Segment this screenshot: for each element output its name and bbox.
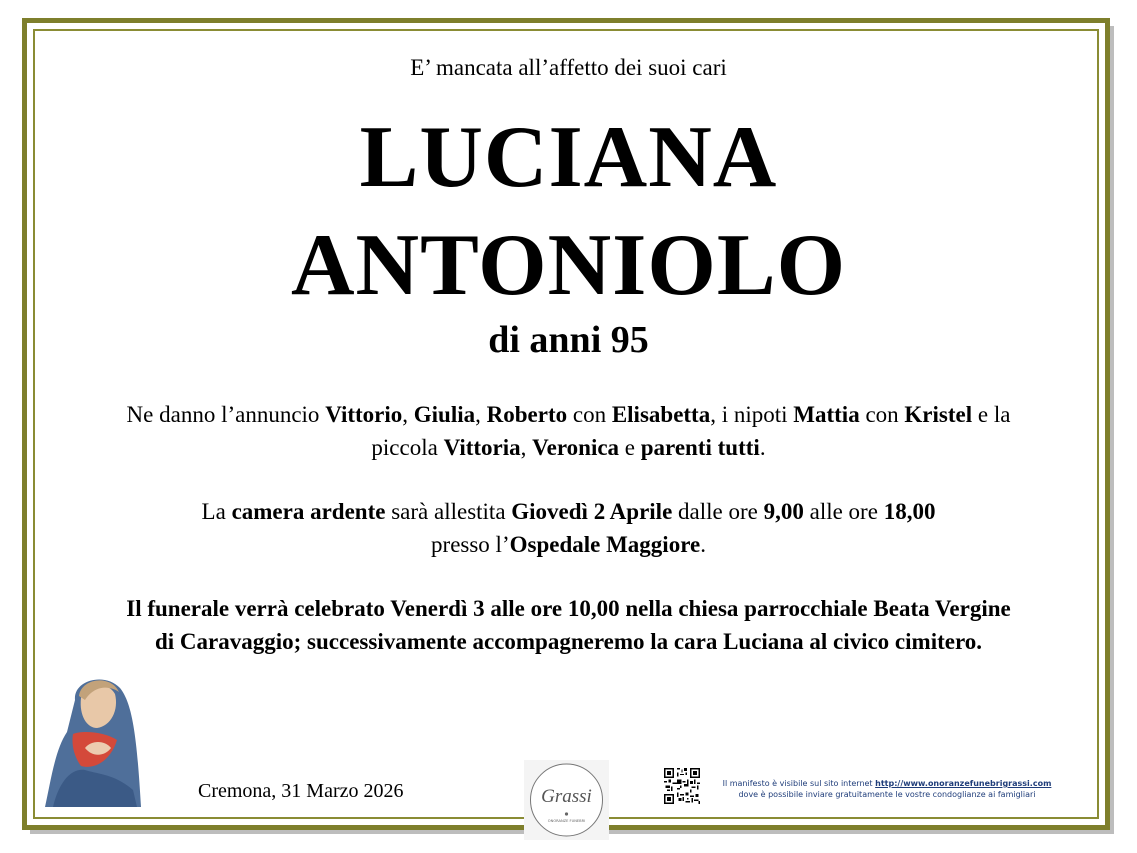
deceased-age: di anni 95 — [488, 319, 649, 361]
website-link[interactable]: http://www.onoranzefunebrigrassi.com — [875, 779, 1052, 788]
website-note: Il manifesto è visibile sul sito internet http://www.onoranzefunebrigrassi.com dove è possibile inviare gratuitamente le vostre condoglianze ai famigliari — [722, 779, 1052, 799]
grassi-logo-subtitle: ONORANZE FUNEBRI — [547, 819, 586, 823]
madonna-image — [45, 670, 143, 807]
funeral-paragraph: Il funerale verrà celebrato Venerdì 3 alle ore 10,00 nella chiesa parrocchiale Beata Vergine di Caravaggio; successivamente accompagneremo la cara Luciana al civico cimitero. — [126, 596, 1011, 654]
qr-code-icon[interactable] — [664, 768, 700, 804]
deceased-last-name: ANTONIOLO — [290, 217, 847, 314]
viewing-paragraph: La camera ardente sarà allestita Giovedì 2 Aprile dalle ore 9,00 alle ore 18,00 presso l’Ospedale Maggiore. — [201, 499, 936, 557]
grassi-logo-name: Grassi — [541, 786, 592, 807]
place-and-date: Cremona, 31 Marzo 2026 — [198, 780, 404, 802]
deceased-first-name: LUCIANA — [359, 109, 778, 206]
grassi-logo — [524, 760, 609, 840]
intro-line: E’ mancata all’affetto dei suoi cari — [410, 55, 727, 80]
announcement-paragraph: Ne danno l’annuncio Vittorio, Giulia, Roberto con Elisabetta, i nipoti Mattia con Kristel e la piccola Vittoria, Veronica e parenti tutti. — [126, 402, 1011, 460]
